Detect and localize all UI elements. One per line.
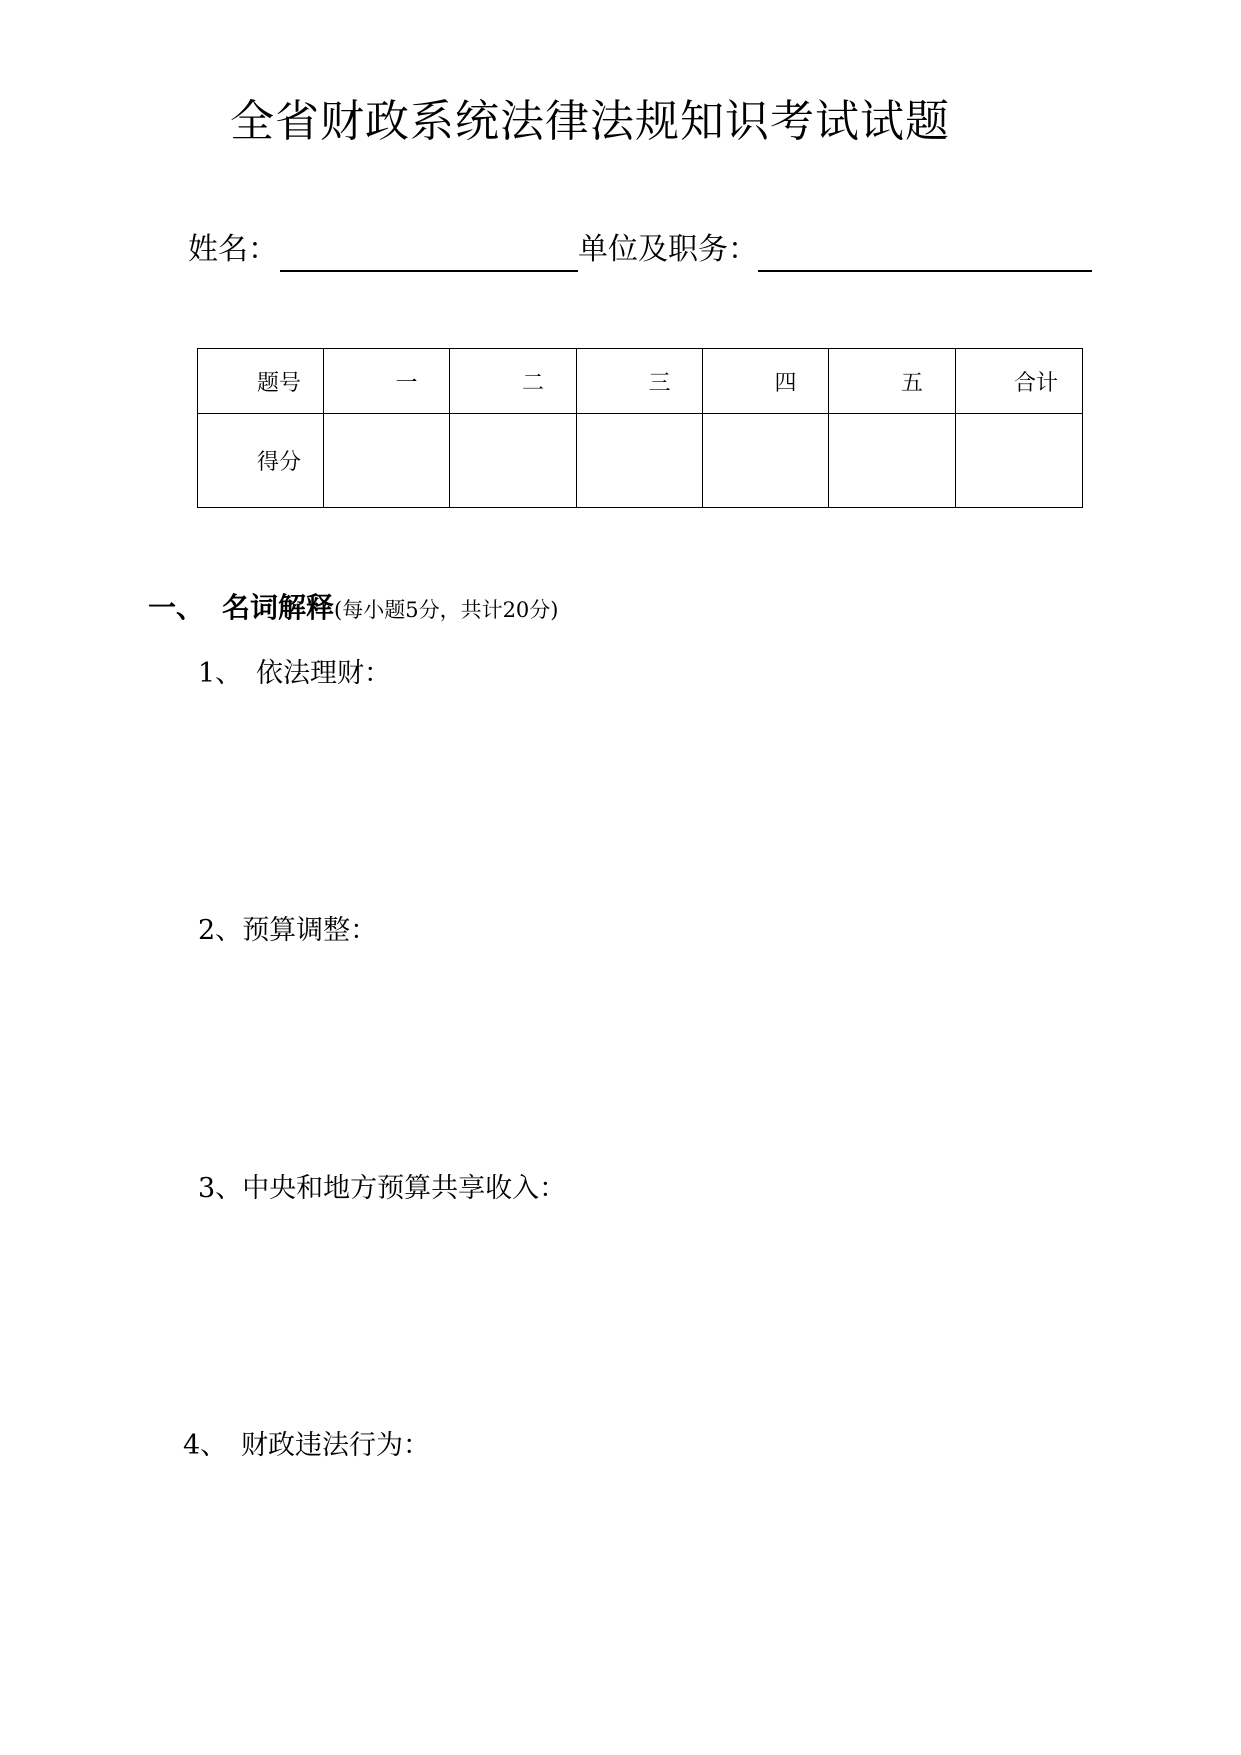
header-cell-1: 一 (324, 349, 450, 414)
header-cell-3: 三 (577, 349, 703, 414)
question-3 (198, 1169, 566, 1209)
question-4 (183, 1426, 430, 1466)
header-cell-5: 五 (829, 349, 956, 414)
score-cell-total[interactable] (956, 414, 1083, 508)
question-text: 中央和地方预算共享收入： (242, 1173, 567, 1204)
document-title: 全省财政系统法律法规知识考试试题 (230, 96, 950, 147)
score-cell-2[interactable] (450, 414, 577, 508)
name-label: 姓名： (188, 232, 278, 267)
question-text: 依法理财： (256, 658, 391, 689)
section-number: 一、 (148, 591, 205, 624)
score-cell-5[interactable] (829, 414, 956, 508)
question-number: 4、 (183, 1430, 228, 1461)
score-table-header-row (198, 349, 1083, 414)
question-text: 预算调整： (242, 915, 378, 946)
name-field[interactable] (280, 230, 578, 272)
question-text: 财政违法行为： (241, 1430, 430, 1461)
header-cell-total: 合计 (956, 349, 1083, 414)
header-cell-2: 二 (450, 349, 577, 414)
header-cell-4: 四 (703, 349, 829, 414)
question-number: 3、 (198, 1173, 243, 1204)
score-cell-4[interactable] (703, 414, 829, 508)
info-row (188, 228, 1092, 272)
header-cell-question-number: 题号 (198, 349, 324, 414)
score-cell-1[interactable] (324, 414, 450, 508)
question-number: 1、 (198, 658, 243, 689)
score-table (197, 348, 1083, 508)
unit-label: 单位及职务： (578, 232, 758, 267)
question-number: 2、 (198, 915, 243, 946)
score-cell-3[interactable] (577, 414, 703, 508)
score-row-label: 得分 (198, 414, 324, 508)
score-table-score-row (198, 414, 1083, 508)
question-2 (198, 911, 377, 951)
section-1-heading (148, 588, 558, 630)
unit-field[interactable] (758, 230, 1092, 272)
section-title: 名词解释 (222, 591, 335, 624)
section-note: (每小题5分，共计20分) (334, 598, 559, 622)
question-1 (198, 654, 391, 694)
